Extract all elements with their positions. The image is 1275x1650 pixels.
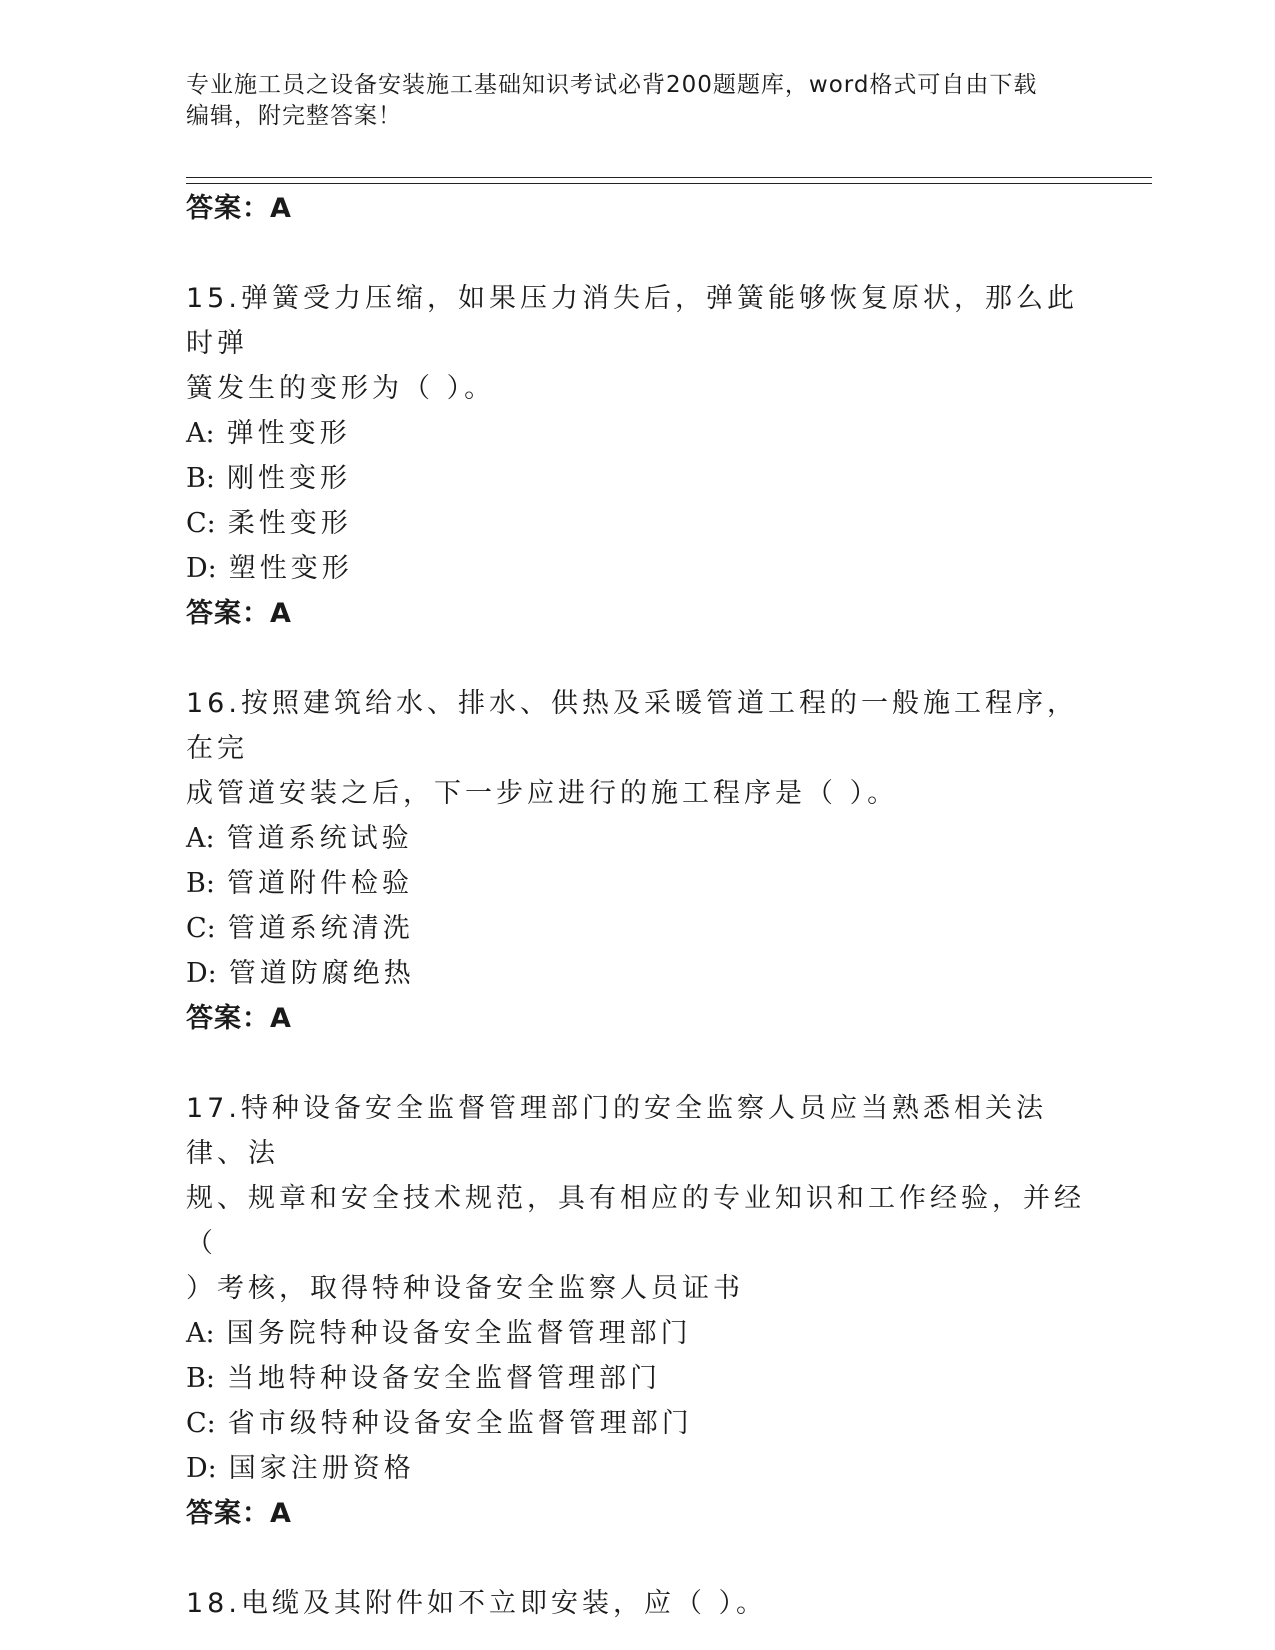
answer-line: 答案：A — [186, 1003, 292, 1034]
answer-line: 答案：A — [186, 598, 292, 629]
option-key: D: — [186, 553, 217, 584]
option-a — [186, 411, 1086, 456]
option-text: 国务院特种设备安全监督管理部门 — [226, 1318, 692, 1349]
option-text: 管道附件检验 — [226, 868, 413, 899]
option-d — [186, 1446, 1086, 1491]
option-text: 管道系统试验 — [226, 823, 413, 854]
option-d — [186, 546, 1086, 591]
option-text: 管道系统清洗 — [227, 913, 414, 944]
option-b — [186, 1356, 1086, 1401]
option-c — [186, 1401, 1086, 1446]
question-text-line — [186, 1086, 1086, 1176]
option-key: B: — [186, 463, 215, 494]
question-text: 按照建筑给水、排水、供热及采暖管道工程的一般施工程序，在完 — [186, 688, 1078, 764]
question-number: 18. — [186, 1588, 241, 1619]
question-number: 16. — [186, 688, 241, 719]
question-text-line: ）考核，取得特种设备安全监察人员证书 — [186, 1273, 744, 1304]
header-line-1: 专业施工员之设备安装施工基础知识考试必背200题题库，word格式可自由下载 — [186, 72, 1038, 98]
question-16 — [186, 681, 1086, 1042]
option-b — [186, 456, 1086, 501]
option-d — [186, 951, 1086, 996]
option-a — [186, 816, 1086, 861]
question-text: 电缆及其附件如不立即安装，应（ ）。 — [240, 1588, 768, 1619]
option-text: 弹性变形 — [226, 418, 351, 449]
question-17 — [186, 1086, 1086, 1537]
option-text: 省市级特种设备安全监督管理部门 — [227, 1408, 693, 1439]
question-15 — [186, 276, 1086, 637]
option-key: C: — [186, 508, 216, 539]
option-key: B: — [186, 868, 215, 899]
question-text-line — [186, 276, 1086, 366]
option-c — [186, 501, 1086, 546]
question-text-line — [186, 681, 1086, 771]
header-divider-top — [186, 177, 1152, 178]
question-text-line: 成管道安装之后，下一步应进行的施工程序是（ ）。 — [186, 778, 899, 809]
option-text: 管道防腐绝热 — [228, 958, 415, 989]
question-text-line — [186, 1581, 1086, 1626]
option-text: 塑性变形 — [228, 553, 353, 584]
option-key: D: — [186, 1453, 217, 1484]
option-text: 柔性变形 — [227, 508, 352, 539]
option-key: D: — [186, 958, 217, 989]
option-key: A: — [186, 418, 215, 449]
question-18 — [186, 1581, 1086, 1626]
answer-line: 答案：A — [186, 193, 292, 224]
question-number: 15. — [186, 283, 241, 314]
header-divider-bottom — [186, 183, 1152, 184]
option-key: B: — [186, 1363, 215, 1394]
option-key: A: — [186, 823, 215, 854]
page-header — [186, 70, 1086, 132]
option-key: A: — [186, 1318, 215, 1349]
question-text: 弹簧受力压缩，如果压力消失后，弹簧能够恢复原状，那么此时弹 — [186, 283, 1078, 359]
option-text: 当地特种设备安全监督管理部门 — [226, 1363, 661, 1394]
option-key: C: — [186, 1408, 216, 1439]
option-text: 刚性变形 — [226, 463, 351, 494]
option-a — [186, 1311, 1086, 1356]
option-b — [186, 861, 1086, 906]
option-key: C: — [186, 913, 216, 944]
option-c — [186, 906, 1086, 951]
option-text: 国家注册资格 — [228, 1453, 415, 1484]
question-text: 特种设备安全监督管理部门的安全监察人员应当熟悉相关法律、法 — [186, 1093, 1047, 1169]
document-body — [186, 186, 1086, 1626]
question-text-line: 规、规章和安全技术规范，具有相应的专业知识和工作经验，并经（ — [186, 1183, 1085, 1259]
question-text-line: 簧发生的变形为（ ）。 — [186, 373, 496, 404]
question-number: 17. — [186, 1093, 241, 1124]
header-line-2: 编辑，附完整答案！ — [186, 103, 402, 129]
answer-line: 答案：A — [186, 1498, 292, 1529]
